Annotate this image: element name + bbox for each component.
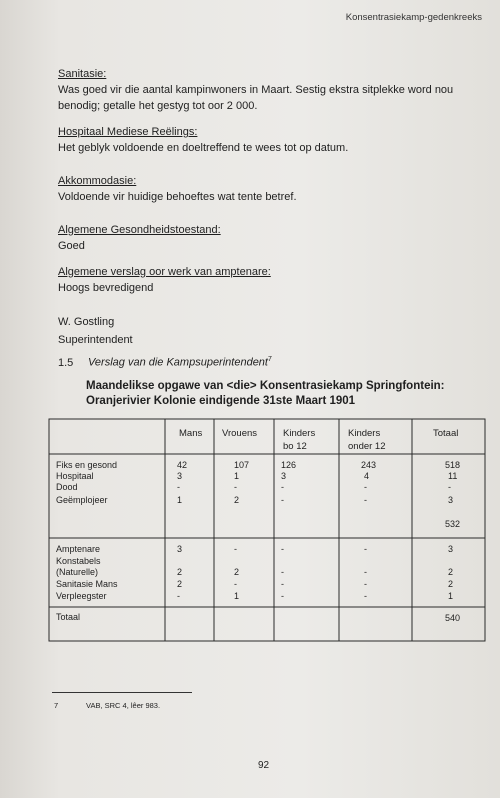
signature-title: Superintendent	[58, 334, 133, 346]
section-body-line: Het geblyk voldoende en doeltreffend te wees tot op datum.	[58, 142, 349, 154]
col-header-kinders-bo-12: Kinders bo 12	[283, 428, 316, 452]
table-cell: -	[281, 482, 284, 492]
table-cell: 107	[234, 460, 250, 470]
table-cell: 1	[448, 591, 454, 601]
footnote-divider	[52, 692, 192, 693]
subsection-number: 1.5	[58, 356, 74, 369]
row-label: Verpleegster	[56, 591, 107, 601]
section-body-line: Hoogs bevredigend	[58, 282, 154, 294]
table-cell: -	[364, 591, 367, 601]
row-label: Geëmplojeer	[56, 495, 108, 505]
total-row-label: Totaal	[56, 612, 81, 622]
table-cell: 3	[448, 495, 454, 505]
running-header: Konsentrasiekamp-gedenkreeks	[345, 12, 482, 23]
footnote-ref: 7	[268, 356, 272, 363]
table-cell: 11	[448, 471, 458, 481]
row-label: (Naturelle)	[56, 567, 99, 577]
table-cell: 2	[448, 567, 454, 577]
table-cell: -	[364, 579, 367, 589]
table-cell: -	[281, 591, 284, 601]
table-cell: 2	[177, 579, 183, 589]
table-cell: 243	[361, 460, 377, 470]
col-header-totaal: Totaal	[433, 428, 459, 439]
table-cell: 1	[177, 495, 183, 505]
table-cell: -	[364, 544, 367, 554]
grand-total: 540	[445, 613, 461, 623]
col-header-mans: Mans	[179, 428, 203, 439]
table-cell: -	[364, 495, 367, 505]
table-heading-line: Oranjerivier Kolonie eindigende 31ste Maart 1901	[86, 395, 356, 407]
group-total: 532	[445, 519, 461, 529]
section-heading: Algemene Gesondheidstoestand:	[58, 224, 221, 236]
table-cell: 518	[445, 460, 461, 470]
table-cell: -	[234, 579, 237, 589]
table-cell: -	[364, 567, 367, 577]
table-cell: -	[281, 544, 284, 554]
table-cell: 4	[364, 471, 370, 481]
col-header-vrouens: Vrouens	[222, 428, 258, 439]
footnote-text: VAB, SRC 4, lêer 983.	[86, 701, 161, 710]
table-cell: -	[234, 544, 237, 554]
subsection-title: Verslag van die Kampsuperintendent	[88, 356, 268, 369]
col-header-kinders-onder-12: Kinders onder 12	[348, 428, 386, 452]
row-label: Amptenare	[56, 544, 101, 554]
table-cell: 42	[177, 460, 188, 470]
row-label: Fiks en gesond	[56, 460, 118, 470]
table-cell: 2	[177, 567, 183, 577]
table-cell: -	[234, 482, 237, 492]
footnote	[54, 701, 160, 710]
table-cell: 2	[234, 495, 240, 505]
section-heading: Sanitasie:	[58, 68, 107, 80]
table-cell: -	[177, 482, 180, 492]
table-cell: -	[281, 567, 284, 577]
table-cell: 2	[448, 579, 454, 589]
table-cell: 1	[234, 591, 240, 601]
row-label: Sanitasie Mans	[56, 579, 118, 589]
table-cell: -	[364, 482, 367, 492]
table-cell: 3	[281, 471, 287, 481]
section-body-line: benodig; getalle het gestyg tot oor 2 000.	[58, 100, 258, 112]
table-cell: 3	[177, 471, 183, 481]
section-body-line: Goed	[58, 240, 85, 252]
table-cell: -	[177, 591, 180, 601]
section-heading: Hospitaal Mediese Reëlings:	[58, 126, 198, 138]
signature-name: W. Gostling	[58, 316, 115, 328]
table-cell: 126	[281, 460, 297, 470]
table-cell: -	[281, 579, 284, 589]
table-heading-line: Maandelikse opgawe van <die> Konsentrasiekamp Springfontein:	[86, 380, 445, 392]
section-heading: Akkommodasie:	[58, 175, 137, 187]
row-label: Hospitaal	[56, 471, 94, 481]
row-label: Dood	[56, 482, 78, 492]
table-cell: -	[281, 495, 284, 505]
section-body-line: Was goed vir die aantal kampinwoners in Maart. Sestig ekstra sitplekke word nou	[58, 84, 454, 96]
section-body-line: Voldoende vir huidige behoeftes wat tente betref.	[58, 191, 297, 203]
section-heading: Algemene verslag oor werk van amptenare:	[58, 266, 271, 278]
table-cell: 2	[234, 567, 240, 577]
footnote-number: 7	[54, 701, 59, 710]
row-label: Konstabels	[56, 556, 101, 566]
table-cell: 1	[234, 471, 240, 481]
table-cell: 3	[177, 544, 183, 554]
table-cell: 3	[448, 544, 454, 554]
table-cell: -	[448, 482, 451, 492]
page-number: 92	[258, 760, 270, 771]
